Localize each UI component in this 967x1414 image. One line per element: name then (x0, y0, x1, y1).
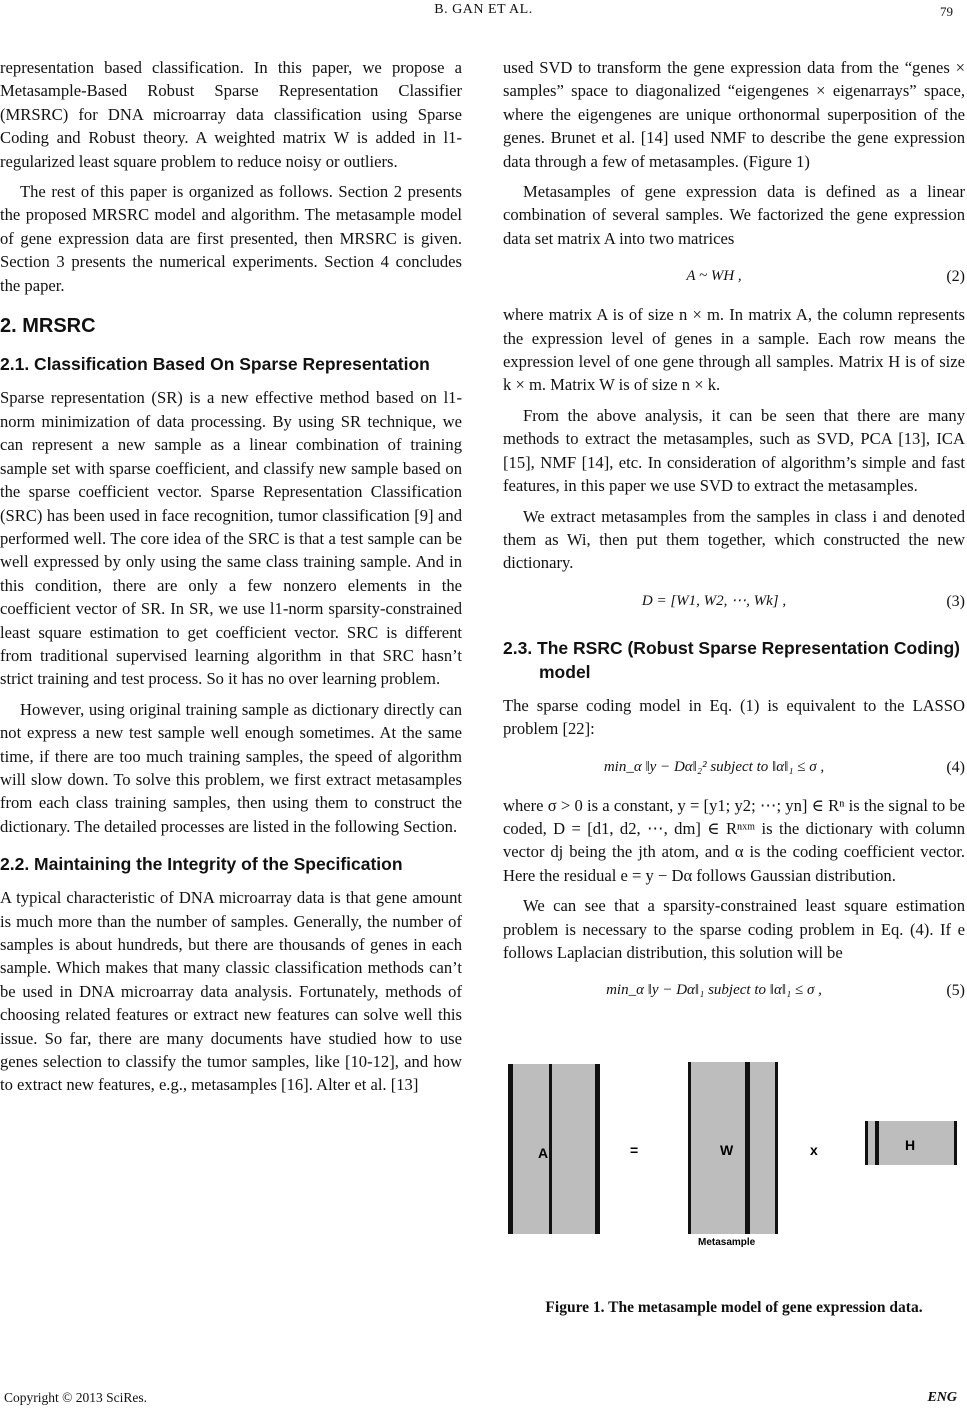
lasso-paragraph: The sparse coding model in Eq. (1) is equivalent to the LASSO problem [22]: (503, 695, 965, 739)
subsection-heading-2-3: 2.3. The RSRC (Robust Sparse Representation Coding) model (503, 637, 960, 682)
figure-1 (503, 1029, 965, 1319)
matrix-a-label: A (538, 1145, 549, 1162)
subsection-heading-2-1: 2.1. Classification Based On Sparse Representation (0, 354, 430, 375)
equation-2 (503, 257, 965, 297)
matrix-a (508, 1064, 600, 1234)
matrix-h-column-line (875, 1121, 879, 1165)
matrix-w-edge-right (775, 1062, 778, 1234)
equation-3 (503, 582, 965, 622)
equation-4 (503, 748, 965, 788)
page-number: 79 (940, 4, 953, 19)
intro-paragraph-2: The rest of this paper is organized as follows. Section 2 presents the proposed MRSRC model and algorithm. The metasample model of gene expression data are first presented, then MRSRC is given. Section 3 presents the numerical experiments. Section 4 concludes the paper. (0, 182, 462, 295)
figure-1-caption: Figure 1. The metasample model of gene expression data. (545, 1298, 923, 1316)
metasample-paragraph: Metasamples of gene expression data is defined as a linear combination of several samples. We factorized the gene expression data set matrix A into two matrices (503, 182, 965, 248)
where-paragraph: where σ > 0 is a constant, y = [y1; y2; ⋯; yn] ∈ Rⁿ is the signal to be coded, D = [d1, d2, ⋯, dm] ∈ Rⁿˣᵐ is the dictionary with column vector dj being the jth atom, and α is the coding coefficient vector. Here the residual e = y − Dα follows Gaussian distribution. (503, 795, 965, 885)
methods-paragraph: From the above analysis, it can be seen that there are many methods to extract the metasamples, such as SVD, PCA [13], ICA [15], NMF [14], etc. In consideration of algorithm’s simple and fast features, in this paper we use SVD to extract the metasamples. (503, 405, 965, 496)
equation-5-number: (5) (946, 982, 965, 1000)
equation-3-body: D = [W1, W2, ⋯, Wk] , (641, 592, 787, 609)
metasample-diagram (503, 1029, 965, 1284)
sr-paragraph-2: However, using original training sample as dictionary directly can not express a new test sample well enough sometimes. At the same time, if there are too much training samples, the speed of algorithm will slow down. To solve this problem, we first extract metasamples from each class training samples, then using them to construct the dictionary. The detailed processes are listed in the following Section. (0, 699, 462, 836)
equation-4-body: min_α ‖y − Dα‖₂² subject to ‖α‖₁ ≤ σ , (603, 758, 825, 775)
matrix-h-edge-left (865, 1121, 868, 1165)
times-sign: x (810, 1142, 818, 1159)
svd-paragraph: used SVD to transform the gene expression data from the “genes × samples” space to diagonalized “eigengenes × eigenarrays” space, where the eigengenes are unique orthonormal superposition of the genes. Brunet et al. [14] used NMF to describe the gene expression data through a few of metasamples. (Figure 1) (503, 58, 965, 171)
running-header-author: B. GAN ET AL. (434, 2, 533, 17)
equation-3-number: (3) (946, 592, 965, 610)
subsection-heading-2-2: 2.2. Maintaining the Integrity of the Specification (0, 854, 403, 875)
matrix-h-label: H (905, 1137, 916, 1154)
matrix-h-edge-right (954, 1121, 957, 1165)
equals-sign: = (630, 1142, 639, 1159)
equation-4-number: (4) (946, 758, 965, 776)
intro-paragraph-1: representation based classification. In this paper, we propose a Metasample-Based Robust Sparse Representation Classifier (MRSRC) for DNA microarray data classification using Sparse Coding and Robust theory. A weighted matrix W is added in l1-regularized least square problem to reduce noisy or outliers. (0, 58, 462, 171)
section-heading-mrsrc: 2. MRSRC (0, 315, 96, 338)
equation-2-body: A ~ WH , (686, 268, 742, 285)
matrix-a-column-line (549, 1064, 552, 1234)
footer-copyright: Copyright © 2013 SciRes. (4, 1390, 148, 1405)
equation-5-body: min_α ‖y − Dα‖₁ subject to ‖α‖₁ ≤ σ , (606, 982, 822, 999)
matrix-a-edge-right (595, 1064, 600, 1234)
right-column (503, 56, 965, 1319)
matrix-w-edge-left (688, 1062, 691, 1234)
dna-paragraph: A typical characteristic of DNA microarray data is that gene amount is much more than the number of samples. Generally, the number of samples is about hundreds, but there are thousands of genes in each sample. Which makes that many classic classification methods can’t be used in DNA microarray data analysis. Fortunately, methods of choosing related features or extract new features can solve well this issue. So far, there are many documents have studied how to use genes selection to classify the tumor samples, like [10-12], and how to extract new features, e.g., metasamples [16]. Alter et al. [13] (0, 888, 462, 1095)
equation-5 (503, 971, 965, 1011)
left-column (0, 56, 462, 1104)
matrix-w-column-line (745, 1062, 750, 1234)
matrix-w-label: W (720, 1142, 734, 1159)
footer-journal: ENG (927, 1390, 957, 1405)
sr-paragraph-1: Sparse representation (SR) is a new effective method based on l1-norm minimization of data processing. By using SR technique, we can represent a new sample as a linear combination of training sample set with sparse coefficient, and classify new sample based on the sparse coefficient vector. Sparse Representation Classification (SRC) has been used in face recognition, tumor classification [9] and performed well. The core idea of the SRC is that a test sample can be well expressed by only using the same class training sample. And in this condition, there are only a few nonzero elements in the coefficient vector of SR. In SR, we use l1-norm sparsity-constrained least square estimation to get coefficient vector. SRC is different from traditional supervised learning algorithm in that SRC hasn’t strict training and test process. So it has no over learning problem. (0, 388, 462, 689)
laplacian-paragraph: We can see that a sparsity-constrained least square estimation problem is necessary to the sparse coding problem in Eq. (4). If e follows Laplacian distribution, this solution will be (503, 896, 965, 962)
metasample-label: Metasample (698, 1237, 756, 1249)
extract-paragraph: We extract metasamples from the samples in class i and denoted them as Wi, then put them together, which constructed the new dictionary. (503, 506, 965, 573)
matrix-size-paragraph: where matrix A is of size n × m. In matrix A, the column represents the expression level of genes in a sample. Each row means the expression level of one gene through all samples. Matrix H is of size k × m. Matrix W is of size n × k. (503, 305, 965, 395)
matrix-a-edge-left (508, 1064, 513, 1234)
equation-2-number: (2) (946, 268, 965, 286)
